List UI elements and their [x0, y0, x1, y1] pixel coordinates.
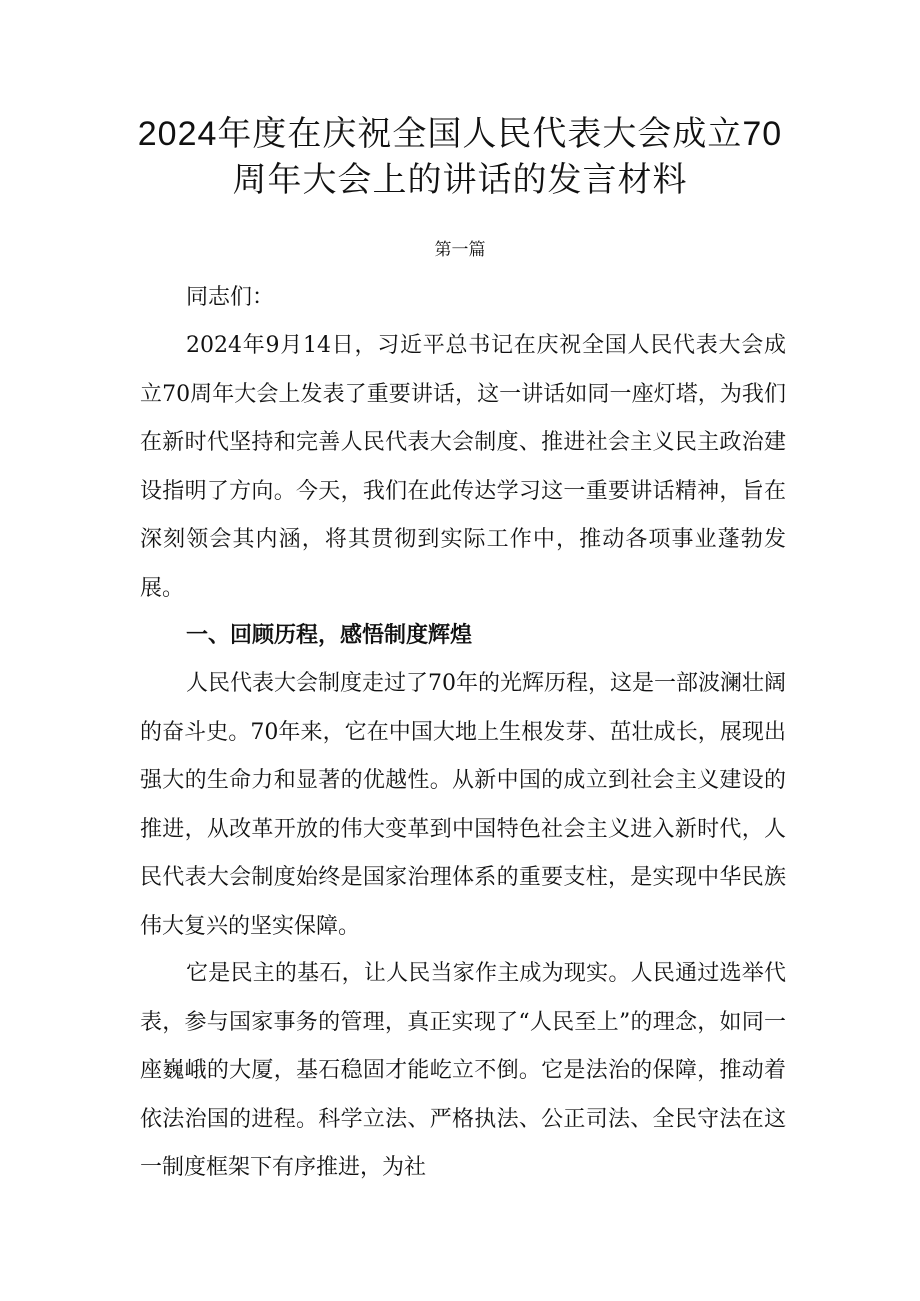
paragraph-1: 2024年9月14日，习近平总书记在庆祝全国人民代表大会成立70周年大会上发表了重要讲话，这一讲话如同一座灯塔，为我们在新时代坚持和完善人民代表大会制度、推进社会主义民主政治建设指明了方向。今天，我们在此传达学习这一重要讲话精神，旨在深刻领会其内涵，将其贯彻到实际工作中，推动各项事业蓬勃发展。 — [140, 333, 786, 601]
document-title-line-2: 周年大会上的讲话的发言材料 — [232, 161, 688, 199]
section-name: 第一篇 — [434, 240, 486, 260]
document-title-line-1: 2024年度在庆祝全国人民代表大会成立70 — [137, 115, 783, 153]
paragraph-3: 它是民主的基石，让人民当家作主成为现实。人民通过选举代表，参与国家事务的管理，真正实现了“人民至上”的理念，如同一座巍峨的大厦，基石稳固才能屹立不倒。它是法治的保障，推动着依法治国的进程。科学立法、严格执法、公正司法、全民守法在这一制度框架下有序推进，为社 — [140, 961, 786, 1180]
paragraph-2: 人民代表大会制度走过了70年的光辉历程，这是一部波澜壮阔的奋斗史。70年来，它在中国大地上生根发芽、茁壮成长，展现出强大的生命力和显著的优越性。从新中国的成立到社会主义建设的推进，从改革开放的伟大变革到中国特色社会主义进入新时代，人民代表大会制度始终是国家治理体系的重要支柱，是实现中华民族伟大复兴的坚实保障。 — [140, 671, 786, 939]
salutation: 同志们： — [186, 285, 275, 310]
section-heading-1: 一、回顾历程，感悟制度辉煌 — [186, 622, 473, 647]
